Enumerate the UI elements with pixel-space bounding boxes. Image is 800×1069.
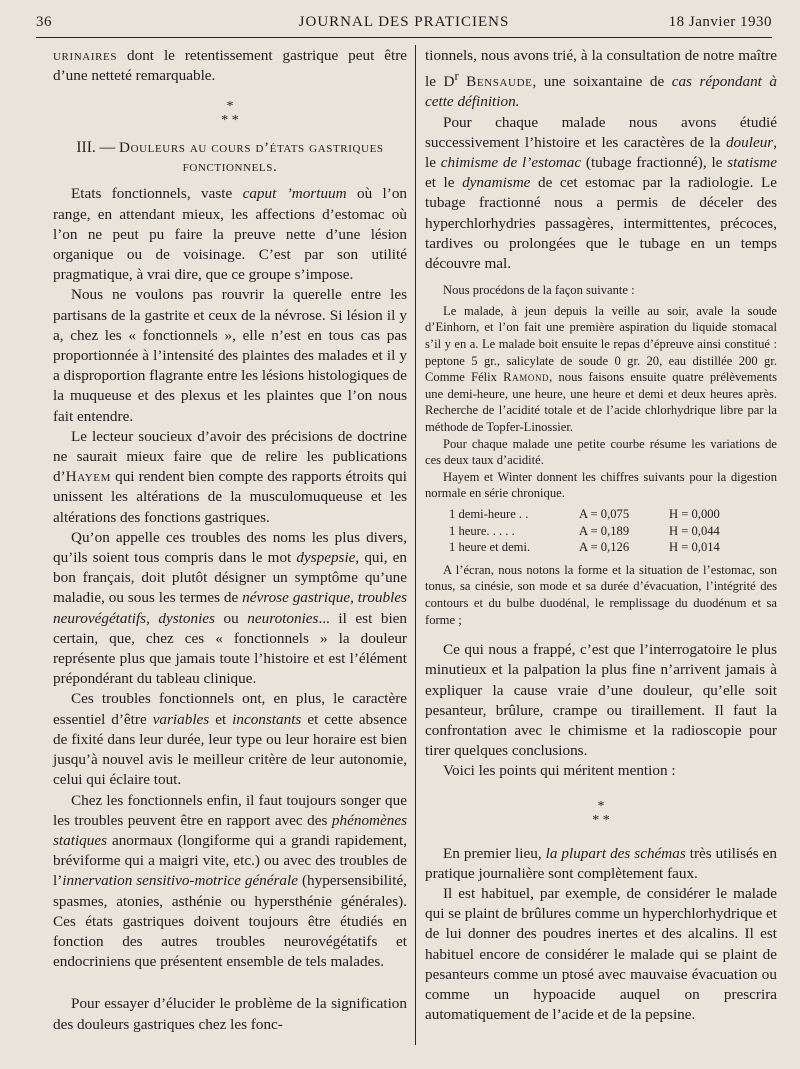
issue-date: 18 Janvier 1930 xyxy=(668,14,772,30)
table-cell: H = 0,044 xyxy=(669,523,720,538)
page-number: 36 xyxy=(36,14,52,30)
paragraph: urinaires dont le retentissement gastrique peut être d’une netteté remarquable. xyxy=(53,47,407,85)
paragraph: tionnels, nous avons trié, à la consultation de notre maître le $D^r$ Bensaude, une soixantaine de cas répondant à cette définition. xyxy=(425,47,777,111)
table-cell: H = 0,000 xyxy=(669,507,720,522)
paragraph: Il est habituel, par exemple, de considérer le malade qui se plaint de brûlures comme un hyperchlorhydrique et de lui donner des poudres inertes et des alcalins. Il est habituel encore de considérer le malade qui se plaint de pesanteurs comme un ptosé avec mauvaise évacuation ou comme un hypoacide auquel on prescrira automatiquement de l’acide et de la pepsine. xyxy=(425,885,777,1024)
section-separator: * * * xyxy=(592,798,610,828)
paragraph: Le lecteur soucieux d’avoir des précisions de doctrine ne saurait mieux faire que de relire les publications d’Hayem qui rendent bien compte des rapports étroits qui unissent les altérations de la musculomuqueuse et les altérations des fonctions gastriques. xyxy=(53,427,407,526)
table-cell: H = 0,014 xyxy=(669,540,720,555)
table-cell: A = 0,075 xyxy=(579,507,630,522)
page-header xyxy=(36,12,772,34)
method-text: Pour chaque malade une petite courbe résume les variations de ces deux taux d’acidité. xyxy=(425,436,777,468)
table-cell: 1 heure. . . . . xyxy=(449,523,515,538)
left-column xyxy=(53,46,407,1035)
method-text: Le malade, à jeun depuis la veille au soir, avale la soude d’Einhorn, et l’on fait une première aspiration du liquide stomacal s’il y en a. Le malade boit ensuite le repas d’épreuve ainsi constitué : peptone 5 gr., salicylate de soude 0 gr. 20, eau distillée 200 gr. Comme Félix Ramond, nous faisons ensuite quatre prélèvements une demi-heure, une heure, une heure et demi et deux heures après. Recherche de l’acidité totale et de l’acide chlorhydrique libre par la méthode de Topfer-Linossier. xyxy=(425,303,777,435)
table-row xyxy=(449,523,777,540)
paragraph: Voici les points qui méritent mention : xyxy=(443,762,676,780)
header-rule xyxy=(36,37,772,38)
section-heading: III. — Douleurs au cours d’états gastriques fonctionnels. xyxy=(76,139,384,176)
paragraph: Chez les fonctionnels enfin, il faut toujours songer que les troubles peuvent être en rapport avec des phénomènes statiques anormaux (longiforme qui a grandi rapidement, bréviforme qui a maigri vite, etc.) ou avec des troubles de l’innervation sensitivo-motrice générale (hypersensibilité, spasmes, atonies, asthénie ou hypersthénie générales). Ces états gastriques doivent toujours être étudiés en fonction des autres troubles neurovégétatifs et endocriniens que présentent ensemble de tels malades. xyxy=(53,791,407,971)
paragraph: En premier lieu, la plupart des schémas très utilisés en pratique journalière sont complètement faux. xyxy=(425,844,777,882)
method-intro: Nous procédons de la façon suivante : xyxy=(443,283,635,298)
paragraph: Etats fonctionnels, vaste caput ’mortuum où l’on range, en attendant mieux, les affections d’estomac où l’on ne peut pu faire la preuve nette d’une lésion organique ou de voisinage. C’est par son utilité pragmatique, à vrai dire, que ce groupe s’impose. xyxy=(53,185,408,284)
table-cell: 1 demi-heure . . xyxy=(449,507,529,522)
table-row xyxy=(449,506,777,523)
method-text: A l’écran, nous notons la forme et la situation de l’estomac, son tonus, sa cinésie, son mode et sa durée d’évacuation, l’intégrité des contours et du bulbe duodénal, le remplissage du duodénum et sa forme ; xyxy=(425,562,777,627)
paragraph: Nous ne voulons pas rouvrir la querelle entre les partisans de la gastrite et ceux de la névrose. Si lésion il y a, chez les « fonctionnels », elle n’est en tous cas pas proportionnée à l’intensité des plaintes des malades et il y a disproportion flagrante entre les lésions histologiques de la muqueuse et des plexus et les plaintes que l’on nous fait entendre. xyxy=(53,286,407,425)
paragraph: Pour chaque malade nous avons étudié successivement l’histoire et les caractères de la douleur, le chimisme de l’estomac (tubage fractionné), le statisme et le dynamisme de cet estomac par la radiologie. Le tubage fractionné nous a permis de déceler des hyperchlorhydries passagères, intermittentes, précoces, tardives ou prolongées que le tubage en un temps découvre mal. xyxy=(425,113,777,273)
section-separator: * * * xyxy=(221,99,239,129)
journal-title: JOURNAL DES PRATICIENS xyxy=(298,14,510,30)
paragraph: Ce qui nous a frappé, c’est que l’interrogatoire le plus minutieux et la palpation la plus fine n’arrivent jamais à expliquer la cause vraie d’une douleur, qu’elle soit pesanteur, brûlure, crampe ou tiraillement. Il faut la confrontation avec le chimisme et la radioscopie pour tirer quelques conclusions. xyxy=(425,641,777,760)
table-cell: A = 0,126 xyxy=(579,540,630,555)
table-cell: A = 0,189 xyxy=(579,523,630,538)
paragraph: Qu’on appelle ces troubles des noms les plus divers, qu’ils soient tous compris dans le mot dyspepsie, qui, en bon français, doit plutôt désigner un symptôme qu’une maladie, ou sous les termes de névrose gastrique, troubles neurovégétatifs, dystonies ou neurotonies... il est bien certain, que, chez ces « fonctionnels » la douleur représente plus que jamais toute l’histoire et est l’élément prépondérant du tableau clinique. xyxy=(53,528,408,688)
table-row xyxy=(449,539,777,556)
column-divider xyxy=(415,45,416,1045)
paragraph: Pour essayer d’élucider le problème de la signification des douleurs gastriques chez les fonc- xyxy=(53,995,407,1033)
method-text: Hayem et Winter donnent les chiffres suivants pour la digestion normale en série chronique. xyxy=(425,469,777,501)
acidity-table xyxy=(449,506,777,556)
paragraph: Ces troubles fonctionnels ont, en plus, le caractère essentiel d’être variables et inconstants et cette absence de fixité dans leur durée, leur type ou leur horaire est bien jusqu’à nouvel avis le meilleur critère de leur autonomie, celui qui éclaire tout. xyxy=(53,690,407,789)
right-column xyxy=(425,46,777,1025)
table-cell: 1 heure et demi. xyxy=(449,540,531,555)
